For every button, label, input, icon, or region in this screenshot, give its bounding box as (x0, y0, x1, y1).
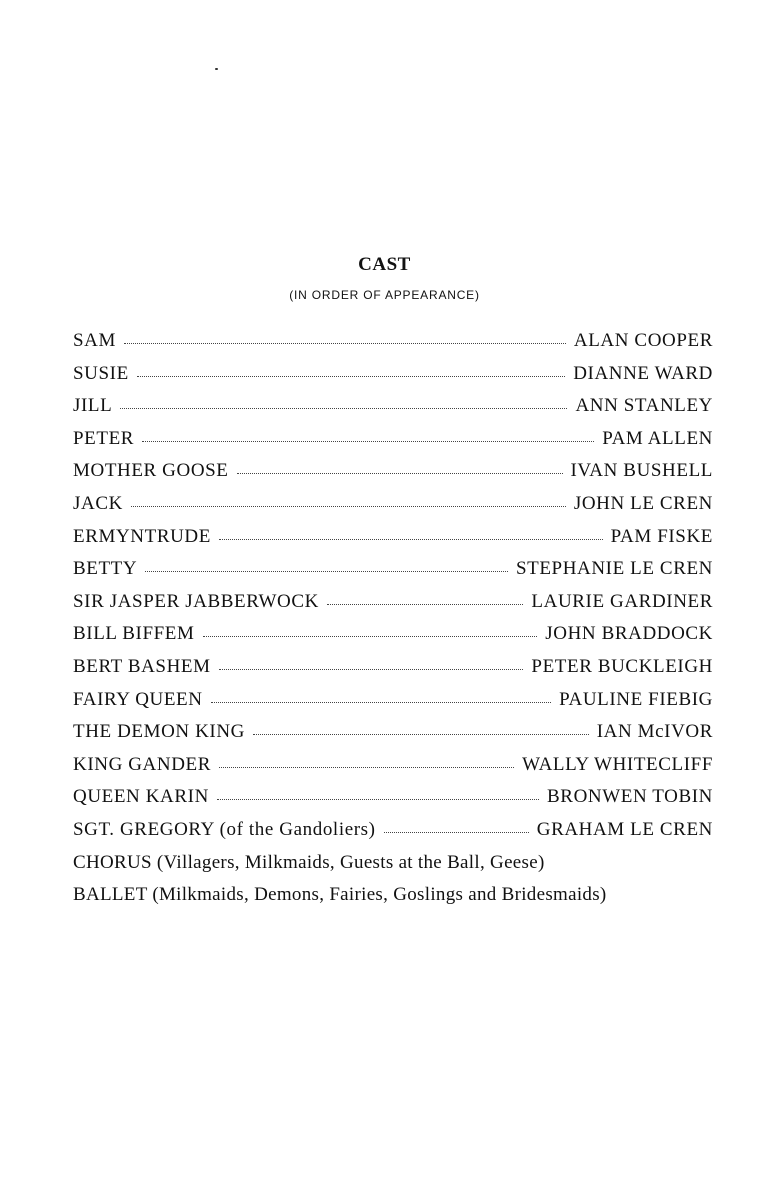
role-name: SIR JASPER JABBERWOCK (73, 590, 319, 612)
role-name: JACK (73, 492, 123, 514)
cast-row (73, 526, 713, 559)
role-name: MOTHER GOOSE (73, 460, 229, 482)
actor-name: JOHN BRADDOCK (545, 623, 713, 645)
cast-row (73, 623, 713, 656)
role-name: SGT. GREGORY (of the Gandoliers) (73, 818, 376, 840)
cast-list (73, 330, 713, 917)
role-name: BERT BASHEM (73, 655, 211, 677)
role-name: BETTY (73, 558, 138, 580)
cast-row (73, 721, 713, 754)
role-name: QUEEN KARIN (73, 786, 209, 808)
dot-leader (237, 473, 563, 474)
dot-leader (142, 441, 594, 442)
dot-leader (203, 636, 538, 637)
cast-row (73, 656, 713, 689)
cast-row (73, 428, 713, 461)
actor-name: PAULINE FIEBIG (559, 688, 713, 710)
cast-row (73, 493, 713, 526)
role-name: ERMYNTRUDE (73, 525, 211, 547)
actor-name: JOHN LE CREN (573, 492, 713, 514)
dot-leader (327, 604, 523, 605)
cast-row (73, 330, 713, 363)
cast-row (73, 363, 713, 396)
page-subtitle: (IN ORDER OF APPEARANCE) (289, 288, 480, 302)
role-name: PETER (73, 427, 135, 449)
role-name: SUSIE (73, 362, 129, 384)
page-title: CAST (358, 254, 411, 275)
dot-leader (384, 832, 529, 833)
dot-leader (145, 571, 508, 572)
actor-name: STEPHANIE LE CREN (515, 558, 713, 580)
actor-name: GRAHAM LE CREN (536, 818, 713, 840)
ensemble-line-ballet: BALLET (Milkmaids, Demons, Fairies, Goslings and Bridesmaids) (73, 884, 607, 906)
cast-row (73, 786, 713, 819)
cast-row (73, 460, 713, 493)
actor-name: ANN STANLEY (575, 395, 713, 417)
dot-leader (131, 506, 566, 507)
ensemble-line-chorus: CHORUS (Villagers, Milkmaids, Guests at the Ball, Geese) (73, 851, 545, 873)
dot-leader (219, 669, 524, 670)
role-name: SAM (73, 330, 116, 351)
cast-row (73, 689, 713, 722)
dot-leader (217, 799, 539, 800)
role-name: FAIRY QUEEN (73, 688, 203, 710)
dot-leader (137, 376, 565, 377)
actor-name: IAN McIVOR (596, 721, 713, 743)
cast-row (73, 591, 713, 624)
role-name: THE DEMON KING (73, 721, 245, 743)
actor-name: BRONWEN TOBIN (547, 786, 713, 808)
actor-name: PETER BUCKLEIGH (531, 655, 713, 677)
dot-leader (219, 539, 603, 540)
actor-name: PAM FISKE (610, 525, 713, 547)
cast-row (73, 819, 713, 852)
cast-row (73, 395, 713, 428)
actor-name: DIANNE WARD (573, 362, 713, 384)
cast-row (73, 558, 713, 591)
dot-leader (211, 702, 552, 703)
dot-leader (120, 408, 567, 409)
actor-name: WALLY WHITECLIFF (522, 753, 713, 775)
role-name: BILL BIFFEM (73, 623, 195, 645)
actor-name: ALAN COOPER (573, 330, 713, 351)
actor-name: IVAN BUSHELL (570, 460, 713, 482)
print-speck (215, 68, 218, 70)
dot-leader (253, 734, 589, 735)
actor-name: LAURIE GARDINER (531, 590, 713, 612)
role-name: KING GANDER (73, 753, 212, 775)
dot-leader (124, 343, 566, 344)
role-name: JILL (73, 395, 113, 417)
actor-name: PAM ALLEN (602, 427, 713, 449)
dot-leader (219, 767, 514, 768)
cast-row (73, 754, 713, 787)
